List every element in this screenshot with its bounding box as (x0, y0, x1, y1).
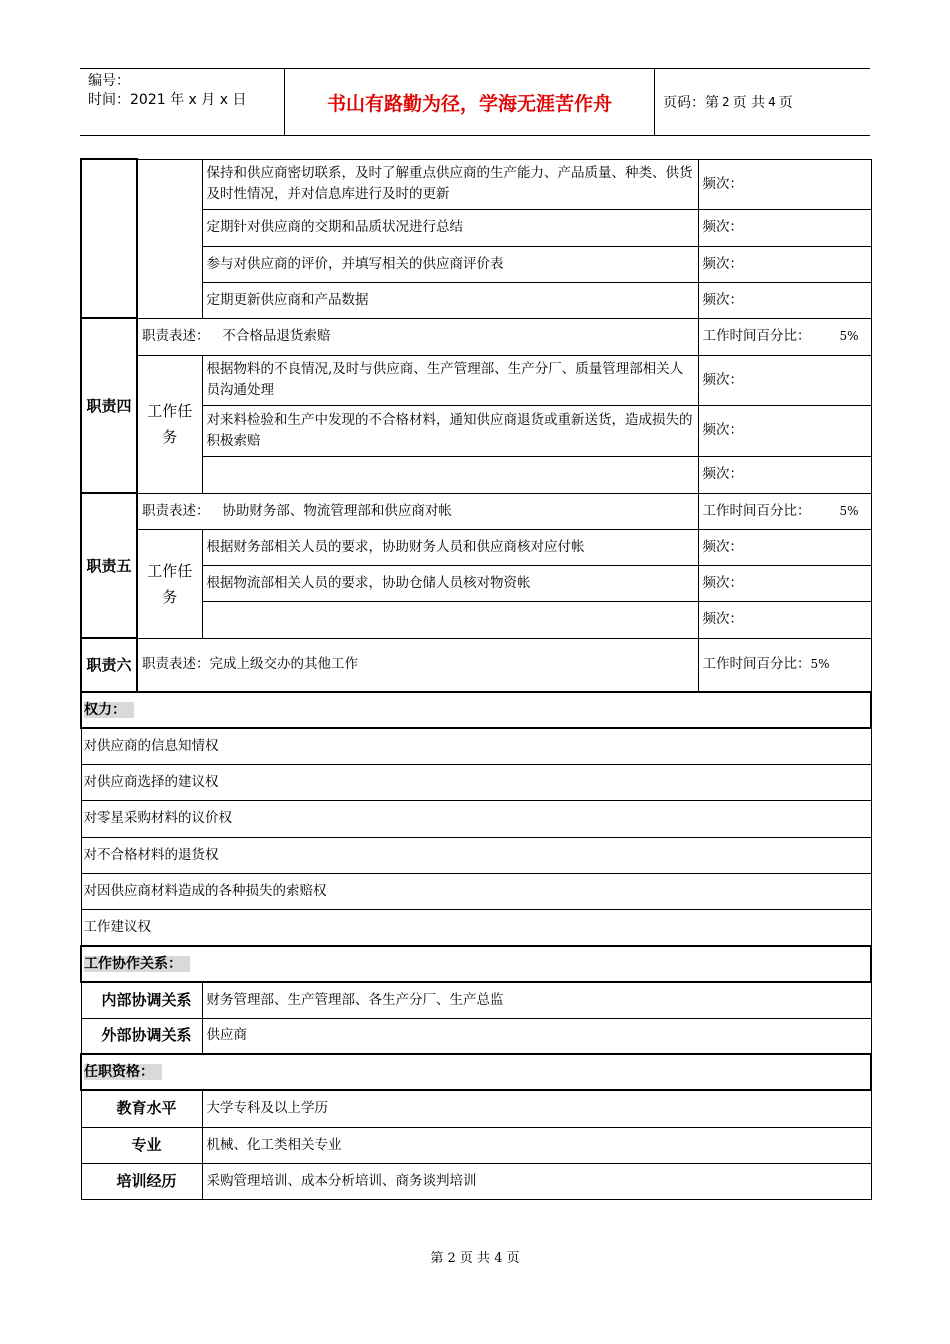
training-value: 采购管理培训、成本分析培训、商务谈判培训 (202, 1163, 871, 1199)
task-frequency: 频次： (698, 529, 871, 565)
task-text: 根据物流部相关人员的要求，协助仓储人员核对物资帐 (202, 565, 698, 601)
desc-label: 职责表述： (142, 502, 210, 519)
task-text (202, 456, 698, 493)
duty5-description (137, 493, 698, 529)
task-text: 对来料检验和生产中发现的不合格材料，通知供应商退货或重新送货，造成损失的积极索赔 (202, 405, 698, 456)
power-item: 工作建议权 (81, 909, 871, 946)
power-row (81, 764, 871, 800)
power-item: 对供应商的信息知情权 (81, 728, 871, 764)
job-description-table (80, 158, 872, 1200)
pct-label: 工作时间百分比： (702, 656, 811, 673)
relations-title (81, 946, 871, 982)
training-label: 培训经历 (81, 1163, 202, 1199)
qualifications-title-row (81, 1054, 871, 1090)
duty5-percent (698, 493, 871, 529)
duty4-desc-row (81, 318, 871, 355)
duty6-label: 职责六 (81, 638, 137, 692)
duty3-label-cell (81, 159, 137, 318)
page-number: 2 (722, 95, 730, 109)
power-item: 对供应商选择的建议权 (81, 764, 871, 800)
power-row (81, 873, 871, 909)
header-motto: 书山有路勤为径，学海无涯苦作舟 (284, 69, 655, 135)
relations-title-row (81, 946, 871, 982)
page-header (80, 68, 870, 136)
internal-relations-label: 内部协调关系 (81, 982, 202, 1018)
task-text: 根据物料的不良情况,及时与供应商、生产管理部、生产分厂、质量管理部相关人员沟通处理 (202, 355, 698, 405)
qualification-row (81, 1127, 871, 1163)
duty4-task-label: 工作任务 (137, 355, 202, 493)
duty5-desc-row (81, 493, 871, 529)
power-row (81, 837, 871, 873)
task-text: 保持和供应商密切联系，及时了解重点供应商的生产能力、产品质量、种类、供货及时性情况，并对信息库进行及时的更新 (202, 159, 698, 209)
power-item: 对零星采购材料的议价权 (81, 800, 871, 837)
task-frequency: 频次： (698, 282, 871, 318)
doc-date: 时间：2021 年 x 月 x 日 (88, 92, 247, 108)
page-prefix: 页码：第 (663, 95, 719, 111)
task-frequency: 频次： (698, 405, 871, 456)
page-mid: 页 共 (732, 95, 766, 111)
task-frequency: 频次： (698, 355, 871, 405)
duty5-label: 职责五 (81, 493, 137, 638)
education-value: 大学专科及以上学历 (202, 1090, 871, 1127)
page-footer: 第 2 页 共 4 页 (430, 1251, 520, 1266)
qualifications-title (81, 1054, 871, 1090)
duty4-label: 职责四 (81, 318, 137, 493)
internal-relations-value: 财务管理部、生产管理部、各生产分厂、生产总监 (202, 982, 871, 1018)
task-text: 定期更新供应商和产品数据 (202, 282, 698, 318)
section-title: 工作协作关系： (84, 956, 190, 972)
pct-value: 5% (839, 503, 859, 518)
desc-label: 职责表述： (142, 328, 210, 344)
pct-label: 工作时间百分比： (702, 328, 811, 344)
pct-value: 5% (839, 329, 859, 343)
task-text: 根据财务部相关人员的要求，协助财务人员和供应商核对应付帐 (202, 529, 698, 565)
section-title: 权力： (84, 702, 134, 718)
page-suffix: 页 (778, 95, 793, 111)
duty6-description: 职责表述：完成上级交办的其他工作 (137, 638, 698, 692)
pct-label: 工作时间百分比： (702, 502, 811, 519)
desc-text: 不合格品退货索赔 (222, 328, 331, 344)
power-row (81, 728, 871, 764)
duty4-task-row (81, 355, 871, 405)
task-text: 参与对供应商的评价，并填写相关的供应商评价表 (202, 246, 698, 282)
power-row (81, 909, 871, 946)
relation-row (81, 982, 871, 1018)
powers-title (81, 692, 871, 728)
major-label: 专业 (81, 1127, 202, 1163)
powers-title-row (81, 692, 871, 728)
qualification-row (81, 1163, 871, 1199)
education-label: 教育水平 (81, 1090, 202, 1127)
task-frequency: 频次： (698, 246, 871, 282)
header-meta (80, 69, 284, 135)
doc-code: 编号： (88, 73, 130, 89)
power-item: 对不合格材料的退货权 (81, 837, 871, 873)
qualification-row (81, 1090, 871, 1127)
duty5-task-row (81, 529, 871, 565)
header-page-info (655, 69, 870, 135)
task-frequency: 频次： (698, 456, 871, 493)
task-text (202, 601, 698, 638)
duty6-row (81, 638, 871, 692)
task-frequency: 频次： (698, 601, 871, 638)
desc-text: 协助财务部、物流管理部和供应商对帐 (222, 502, 452, 519)
duty4-percent (698, 318, 871, 355)
duty4-description (137, 318, 698, 355)
duty3-task-label-cell (137, 159, 202, 318)
duty5-task-label: 工作任务 (137, 529, 202, 638)
external-relations-label: 外部协调关系 (81, 1018, 202, 1054)
task-frequency: 频次： (698, 209, 871, 246)
major-value: 机械、化工类相关专业 (202, 1127, 871, 1163)
task-frequency: 频次： (698, 565, 871, 601)
duty6-percent (698, 638, 871, 692)
task-text: 定期针对供应商的交期和品质状况进行总结 (202, 209, 698, 246)
section-title: 任职资格： (84, 1064, 162, 1080)
pct-value: 5% (810, 657, 830, 672)
task-frequency: 频次： (698, 159, 871, 209)
duty3-task-row (81, 159, 871, 209)
page-total: 4 (768, 95, 776, 109)
power-item: 对因供应商材料造成的各种损失的索赔权 (81, 873, 871, 909)
relation-row (81, 1018, 871, 1054)
power-row (81, 800, 871, 837)
external-relations-value: 供应商 (202, 1018, 871, 1054)
